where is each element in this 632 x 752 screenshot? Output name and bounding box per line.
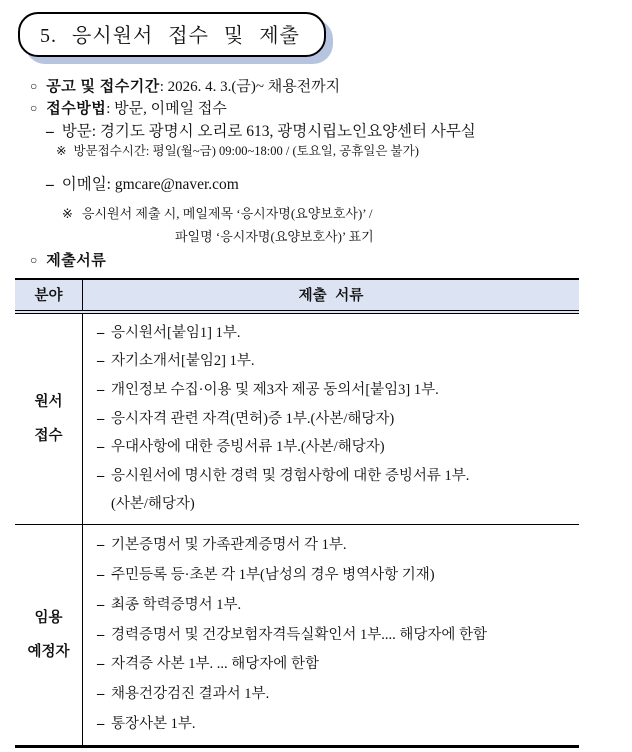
doc-item: – 채용건강검진 결과서 1부. — [97, 686, 270, 703]
table-header-field: 분야 — [15, 280, 83, 310]
submission-method-label: 접수방법 — [46, 101, 107, 117]
dash-bullet-icon: – — [97, 353, 105, 370]
dash-bullet-icon: – — [97, 381, 105, 398]
table-header-docs: 제출 서류 — [298, 288, 364, 304]
dash-bullet-icon: – — [97, 536, 105, 553]
doc-item: – 응시자격 관련 자격(면허)증 1부.(사본/해당자) — [97, 410, 395, 427]
circle-bullet-icon: ○ — [30, 79, 38, 93]
email-subject-note — [62, 205, 373, 223]
doc-item: – 기본증명서 및 가족관계증명서 각 1부. — [97, 536, 347, 553]
bullet-notice-period — [30, 75, 340, 98]
doc-item: – 통장사본 1부. — [97, 716, 196, 733]
section-title: 5. 응시원서 접수 및 제출 — [40, 25, 300, 47]
table-row-application — [15, 314, 579, 525]
bullet-submission-method — [30, 97, 227, 120]
row-docs-list — [83, 525, 579, 745]
visit-hours-text: 방문접수시간: 평일(월~금) 09:00~18:00 / (토요일, 공휴일은 불가) — [73, 144, 419, 158]
field-line: 예정자 — [27, 644, 70, 660]
dash-bullet-icon: – — [97, 716, 105, 733]
dash-bullet-icon: – — [97, 410, 105, 427]
submission-method-value: : 방문, 이메일 접수 — [106, 101, 227, 117]
email-line — [46, 174, 239, 196]
doc-item: – 개인정보 수집·이용 및 제3자 제공 동의서[붙임3] 1부. — [97, 381, 439, 398]
doc-item: – 응시원서에 명시한 경력 및 경험사항에 대한 증빙서류 1부. — [97, 467, 470, 484]
section-title-box — [18, 12, 326, 57]
doc-item: – 자기소개서[붙임2] 1부. — [97, 353, 255, 370]
email-subject-text: 응시원서 제출 시, 메일제목 ‘응시자명(요양보호사)’ / — [81, 206, 373, 221]
dash-bullet-icon: – — [97, 686, 105, 703]
dash-bullet-icon: – — [97, 324, 105, 341]
row-field-label — [15, 314, 83, 524]
dash-bullet-icon: – — [97, 656, 105, 673]
doc-item: – 최종 학력증명서 1부. — [97, 596, 242, 613]
field-line: 접수 — [34, 428, 63, 444]
circle-bullet-icon: ○ — [30, 253, 38, 267]
field-line: 임용 — [34, 610, 63, 626]
visit-address-text: 방문: 경기도 광명시 오리로 613, 광명시립노인요양센터 사무실 — [61, 123, 476, 140]
doc-item: – 경력증명서 및 건강보험자격득실확인서 1부.... 해당자에 한함 — [97, 626, 488, 643]
email-address: gmcare@naver.com — [114, 176, 239, 193]
dash-bullet-icon: – — [97, 439, 105, 456]
doc-item: – 응시원서[붙임1] 1부. — [97, 324, 241, 341]
dash-bullet-icon: – — [97, 566, 105, 583]
row-docs-list — [83, 314, 579, 524]
dash-bullet-icon: – — [46, 176, 54, 193]
submission-documents-table — [15, 278, 579, 748]
dash-bullet-icon: – — [97, 596, 105, 613]
doc-item-continuation: (사본/해당자) — [111, 496, 195, 513]
visit-hours-note — [56, 142, 419, 160]
table-row-appointee — [15, 525, 579, 748]
submission-documents-label: 제출서류 — [46, 253, 107, 269]
email-filename-text: 파일명 ‘응시자명(요양보호사)’ 표기 — [175, 229, 374, 244]
dash-bullet-icon: – — [97, 467, 105, 484]
circle-bullet-icon: ○ — [30, 101, 38, 115]
notice-period-label: 공고 및 접수기간 — [46, 79, 160, 95]
row-field-label — [15, 525, 83, 745]
email-label: 이메일: — [61, 176, 115, 193]
reference-mark-icon: ※ — [56, 144, 67, 158]
dash-bullet-icon: – — [46, 123, 54, 140]
reference-mark-icon: ※ — [62, 206, 73, 221]
table-header-row — [15, 278, 579, 314]
dash-bullet-icon: – — [97, 626, 105, 643]
field-line: 원서 — [34, 394, 63, 410]
visit-address-line — [46, 121, 476, 143]
doc-item: – 주민등록 등·초본 각 1부(남성의 경우 병역사항 기재) — [97, 566, 435, 583]
doc-item: – 자격증 사본 1부. ... 해당자에 한함 — [97, 656, 319, 673]
bullet-submission-documents — [30, 249, 106, 272]
notice-period-value: : 2026. 4. 3.(금)~ 채용전까지 — [159, 79, 341, 95]
doc-item: – 우대사항에 대한 증빙서류 1부.(사본/해당자) — [97, 439, 385, 456]
email-filename-note — [175, 228, 374, 246]
